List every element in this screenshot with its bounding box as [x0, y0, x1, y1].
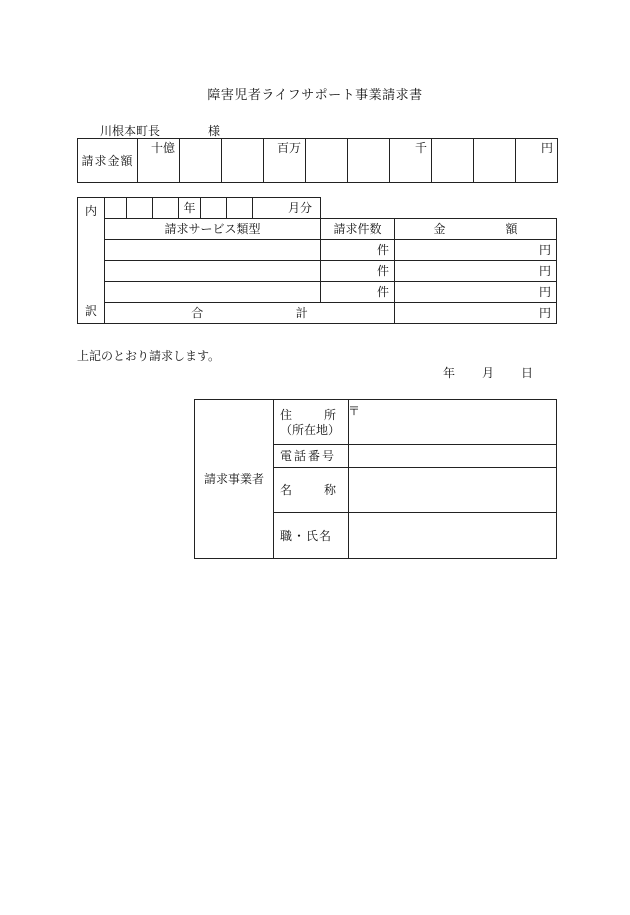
addressee-line [100, 122, 230, 139]
month-label: 月分 [253, 198, 321, 219]
amount-digit-cell[interactable] [306, 139, 348, 183]
amount-unit[interactable]: 円 [395, 282, 557, 303]
amount-unit-billion: 十億 [138, 139, 180, 183]
amount-label: 請求金額 [78, 139, 138, 183]
breakdown-table [77, 197, 557, 324]
date-day: 日 [520, 366, 533, 380]
address-label [274, 400, 349, 445]
amount-digit-cell[interactable] [432, 139, 474, 183]
phone-label: 電話番号 [274, 445, 349, 468]
side-label-top: 内 [84, 203, 97, 218]
month-digit-cell[interactable] [201, 198, 227, 219]
side-label-bottom: 訳 [84, 303, 97, 318]
address-label-b: 所 [323, 407, 336, 422]
header-amount [395, 219, 557, 240]
year-label: 年 [179, 198, 201, 219]
amount-unit-yen: 円 [516, 139, 558, 183]
year-digit-cell[interactable] [127, 198, 153, 219]
amount-unit-million: 百万 [264, 139, 306, 183]
name-input[interactable] [349, 468, 557, 513]
address-input[interactable] [349, 400, 557, 445]
total-label-b: 計 [295, 306, 308, 320]
count-unit[interactable]: 件 [321, 282, 395, 303]
total-amount-unit[interactable]: 円 [395, 303, 557, 324]
phone-input[interactable] [349, 445, 557, 468]
header-amount-b: 額 [505, 222, 518, 236]
header-amount-a: 金 [433, 222, 446, 236]
amount-table [77, 138, 558, 183]
service-type-cell[interactable] [105, 240, 321, 261]
breakdown-side-label [78, 198, 105, 324]
claimant-table [194, 399, 557, 559]
date-line [443, 364, 533, 381]
statement-text: 上記のとおり請求します。 [77, 349, 221, 363]
addressee-name: 川根本町長 [100, 124, 161, 138]
name-label-b: 称 [323, 483, 336, 497]
count-unit[interactable]: 件 [321, 240, 395, 261]
title-name-input[interactable] [349, 513, 557, 559]
count-unit[interactable]: 件 [321, 261, 395, 282]
address-sub-label: （所在地） [280, 422, 341, 437]
postal-mark: 〒 [348, 404, 361, 418]
amount-digit-cell[interactable] [474, 139, 516, 183]
year-digit-cell[interactable] [153, 198, 179, 219]
claimant-label: 請求事業者 [195, 400, 274, 559]
amount-digit-cell[interactable] [348, 139, 390, 183]
amount-digit-cell[interactable] [222, 139, 264, 183]
amount-unit[interactable]: 円 [395, 240, 557, 261]
amount-unit-thousand: 千 [390, 139, 432, 183]
form-title: 障害児者ライフサポート事業請求書 [207, 88, 423, 103]
name-label [274, 468, 349, 513]
amount-digit-cell[interactable] [180, 139, 222, 183]
addressee-honorific: 様 [208, 124, 221, 138]
title-name-label: 職・氏名 [274, 513, 349, 559]
blank-area [321, 198, 557, 219]
header-service-type: 請求サービス類型 [105, 219, 321, 240]
service-type-cell[interactable] [105, 282, 321, 303]
year-digit-cell[interactable] [105, 198, 127, 219]
month-digit-cell[interactable] [227, 198, 253, 219]
date-month: 月 [481, 366, 494, 380]
address-label-a: 住 [280, 407, 293, 422]
total-label-a: 合 [191, 306, 204, 320]
service-type-cell[interactable] [105, 261, 321, 282]
amount-unit[interactable]: 円 [395, 261, 557, 282]
name-label-a: 名 [280, 483, 293, 497]
total-label [105, 303, 395, 324]
date-year: 年 [443, 366, 456, 380]
header-count: 請求件数 [321, 219, 395, 240]
